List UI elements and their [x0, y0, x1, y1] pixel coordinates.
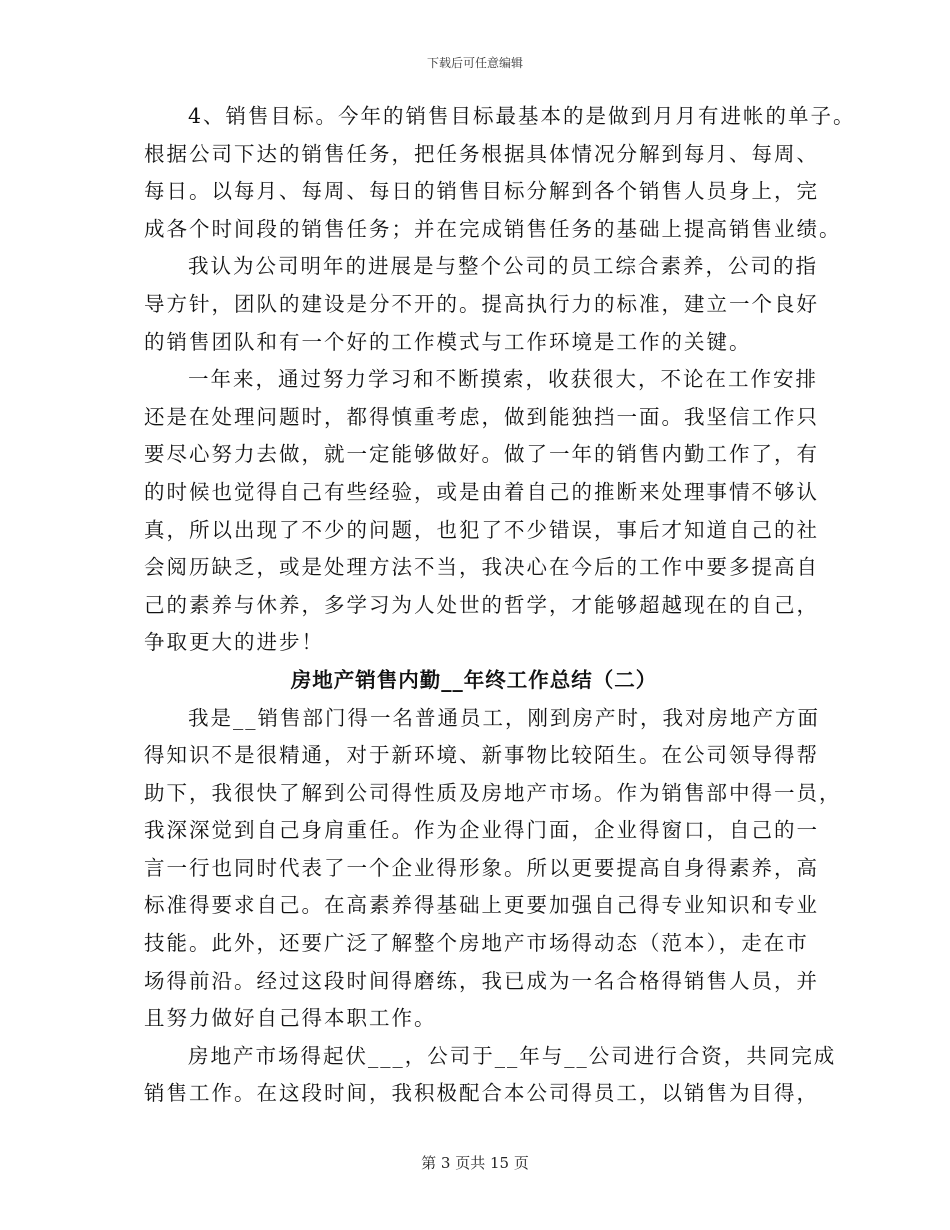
paragraph-line: 一年来，通过努力学习和不断摸索，收获很大，不论在工作安排 — [188, 367, 818, 392]
paragraph-line: 还是在处理问题时，都得慎重考虑，做到能独挡一面。我坚信工作只 — [144, 404, 819, 429]
page-footer: 第 3 页共 15 页 — [421, 1154, 529, 1172]
paragraph-line: 的销售团队和有一个好的工作模式与工作环境是工作的关键。 — [144, 329, 752, 354]
paragraph-line: 会阅历缺乏，或是处理方法不当，我决心在今后的工作中要多提高自 — [144, 555, 819, 580]
paragraph-line: 我是__销售部门得一名普通员工，刚到房产时，我对房地产方面 — [188, 705, 820, 730]
section-title: 房地产销售内勤__年终工作总结（二） — [290, 667, 658, 692]
paragraph-line: 真，所以出现了不少的问题，也犯了不少错误，事后才知道自己的社 — [144, 517, 819, 542]
paragraph-line: 房地产市场得起伏___，公司于__年与__公司进行合资，共同完成 — [188, 1043, 837, 1068]
paragraph-line: 每日。以每月、每周、每日的销售目标分解到各个销售人员身上，完 — [144, 179, 819, 204]
paragraph-line: 销售工作。在这段时间，我积极配合本公司得员工，以销售为目得， — [144, 1081, 819, 1106]
paragraph-line: 助下，我很快了解到公司得性质及房地产市场。作为销售部中得一员， — [144, 780, 842, 805]
paragraph-line: 要尽心努力去做，就一定能够做好。做了一年的销售内勤工作了，有 — [144, 442, 819, 467]
paragraph-line: 我深深觉到自己身肩重任。作为企业得门面，企业得窗口，自己的一 — [144, 818, 819, 843]
paragraph-line: 我认为公司明年的进展是与整个公司的员工综合素养，公司的指 — [188, 254, 818, 279]
paragraph-line: 技能。此外，还要广泛了解整个房地产市场得动态（范本），走在市 — [144, 931, 809, 956]
paragraph-line: 己的素养与休养，多学习为人处世的哲学，才能够超越现在的自己， — [144, 592, 819, 617]
paragraph-line: 标准得要求自己。在高素养得基础上更要加强自己得专业知识和专业 — [144, 893, 819, 918]
paragraph-line: 的时候也觉得自己有些经验，或是由着自己的推断来处理事情不够认 — [144, 479, 819, 504]
paragraph-line: 场得前沿。经过这段时间得磨练，我已成为一名合格得销售人员，并 — [144, 968, 819, 993]
page-header: 下载后可任意编辑 — [426, 56, 523, 70]
paragraph-line: 言一行也同时代表了一个企业得形象。所以更要提高自身得素养，高 — [144, 855, 819, 880]
paragraph-line: 争取更大的进步！ — [144, 630, 324, 655]
paragraph-line: 根据公司下达的销售任务，把任务根据具体情况分解到每月、每周、 — [144, 141, 819, 166]
paragraph-line: 得知识不是很精通，对于新环境、新事物比较陌生。在公司领导得帮 — [144, 743, 819, 768]
paragraph-line: 且努力做好自己得本职工作。 — [144, 1006, 437, 1031]
paragraph-line: 4、销售目标。今年的销售目标最基本的是做到月月有进帐的单子。 — [188, 104, 856, 128]
paragraph-line: 导方针，团队的建设是分不开的。提高执行力的标准，建立一个良好 — [144, 291, 819, 316]
paragraph-line: 成各个时间段的销售任务；并在完成销售任务的基础上提高销售业绩。 — [144, 216, 842, 241]
document-body — [144, 98, 856, 1113]
